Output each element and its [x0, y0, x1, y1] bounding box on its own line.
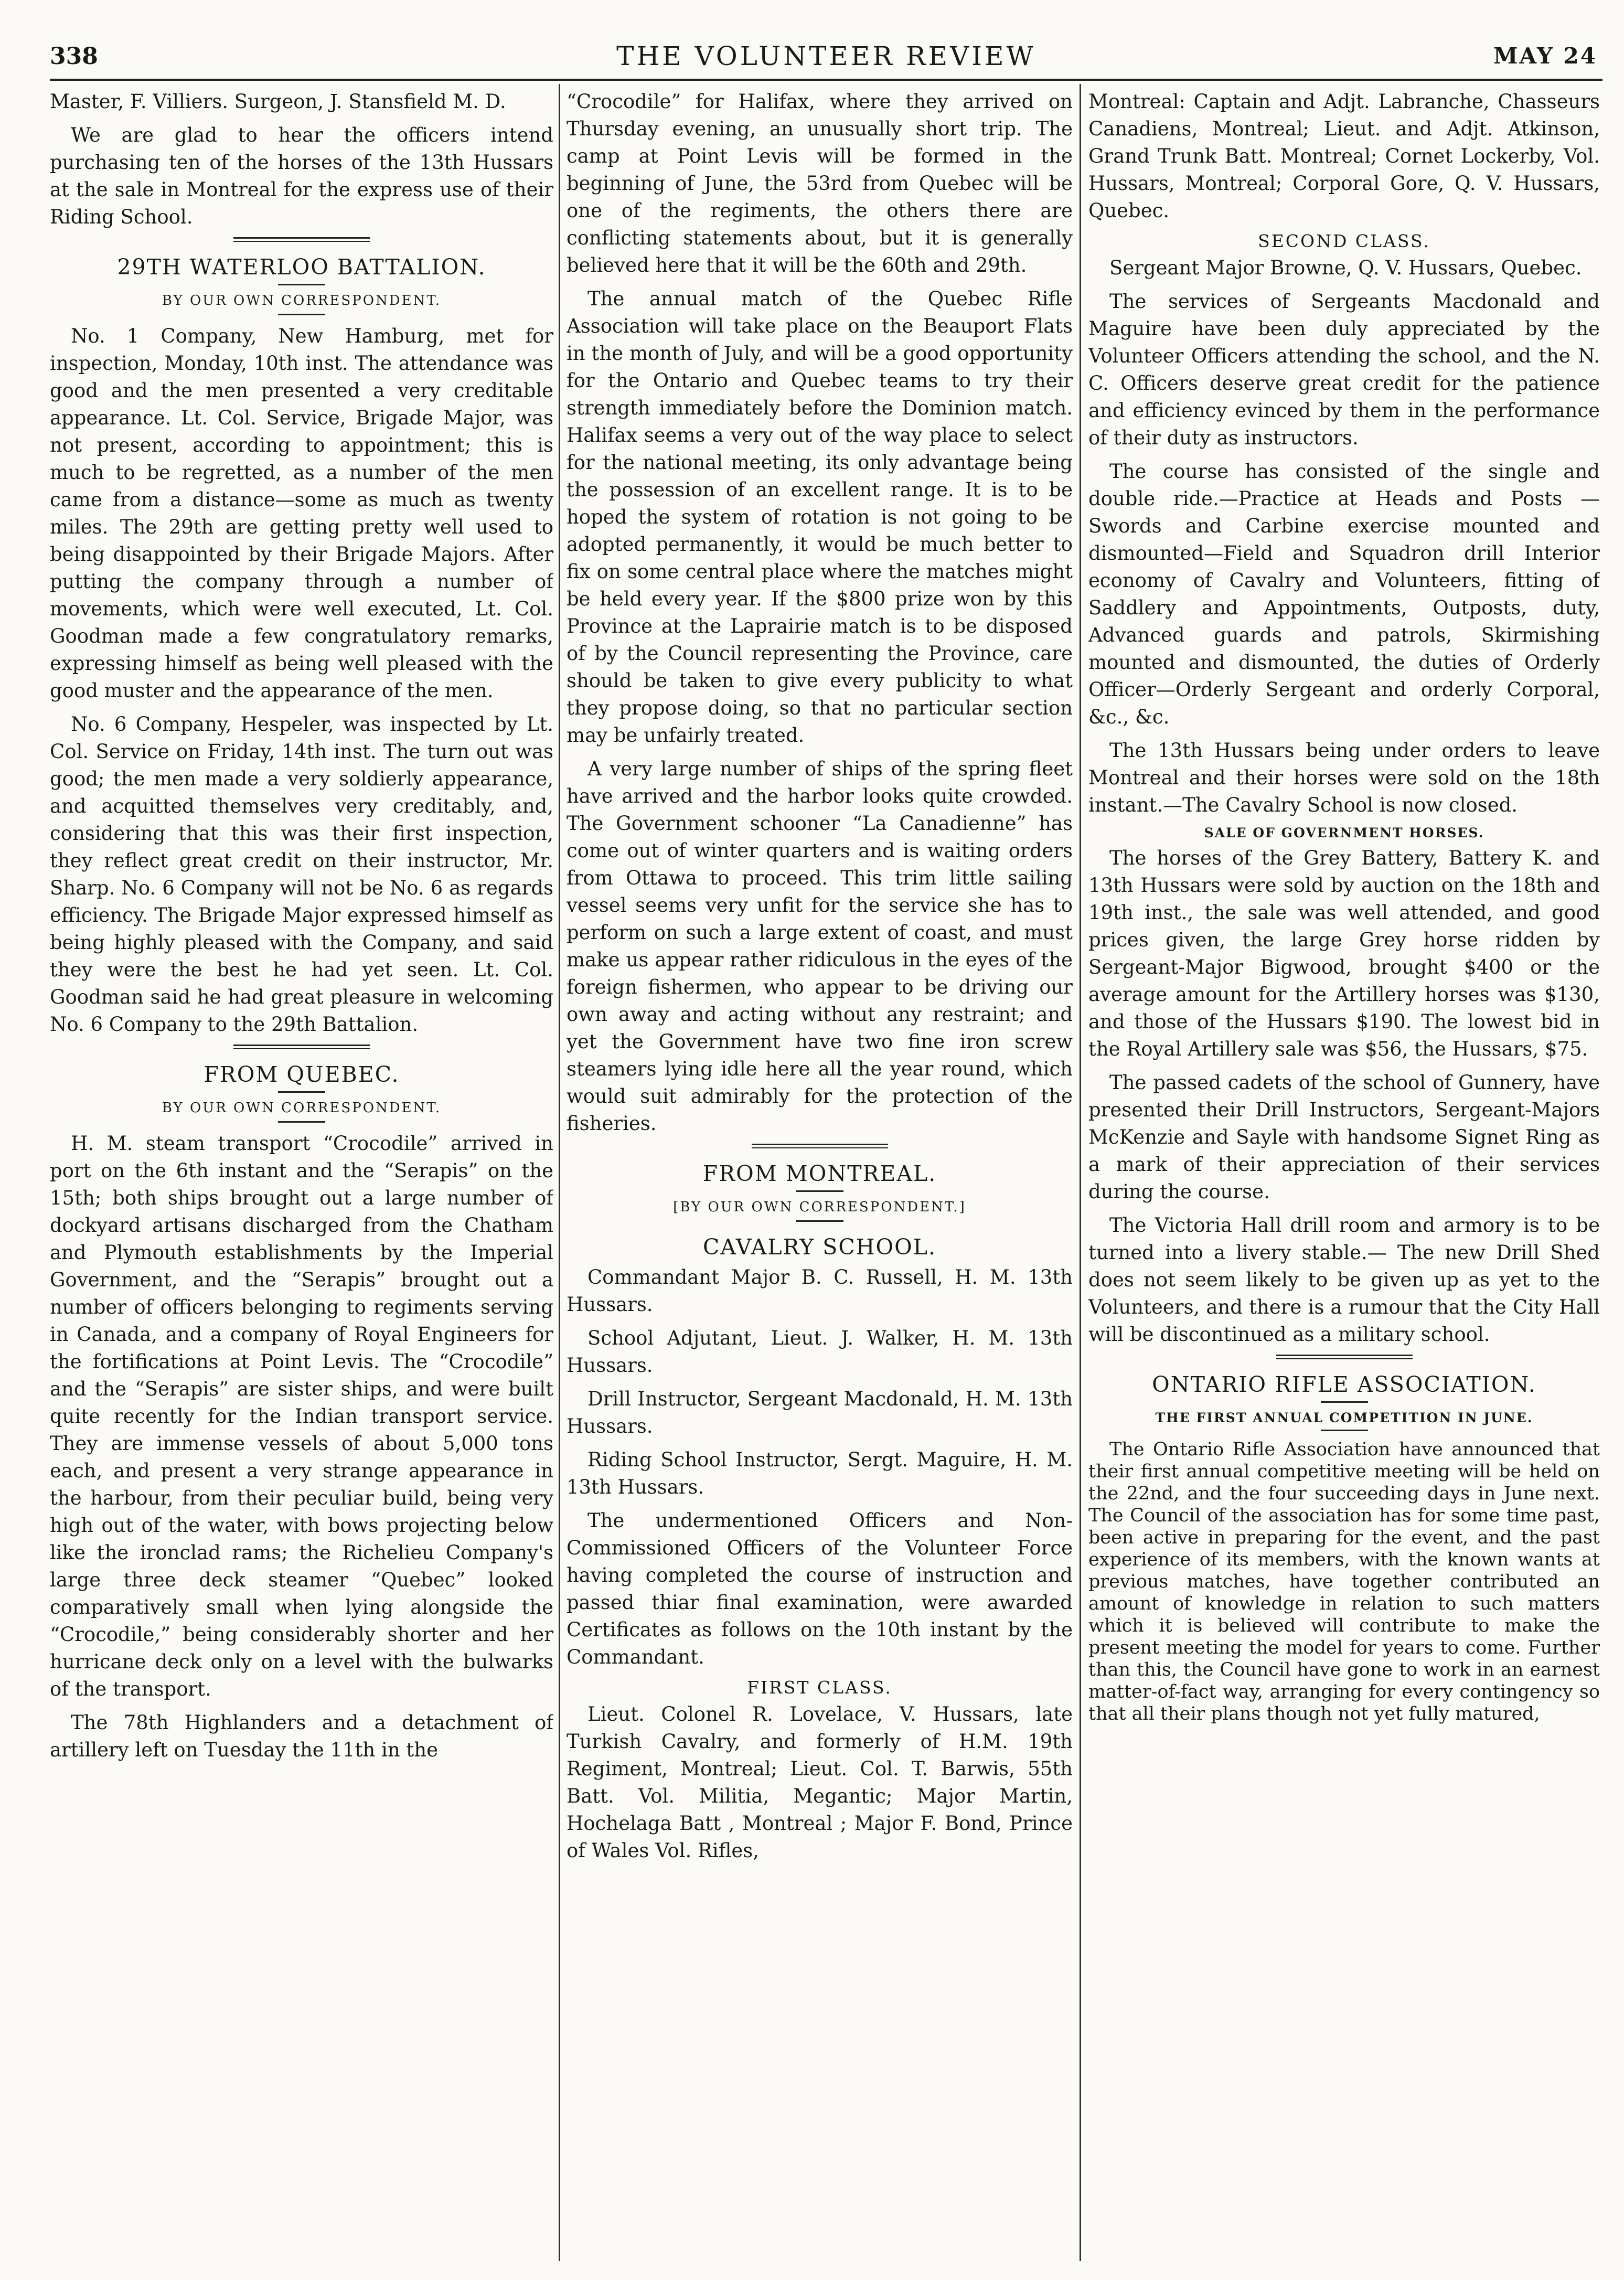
- byline: [BY OUR OWN CORRESPONDENT.]: [673, 1199, 966, 1215]
- first-class-heading: FIRST CLASS.: [747, 1677, 892, 1698]
- column-3: [1088, 88, 1600, 2260]
- paragraph: “Crocodile” for Halifax, where they arrived on Thursday evening, an unusually short trip. The camp at Point Levis will be formed in the beginning of June, the 53rd from Quebec will be one of the regiments, the others there are conflicting statements about, but it is generally believed here that it will be the 60th and 29th.: [567, 90, 1073, 276]
- staff-entry: Drill Instructor, Sergeant Macdonald, H. M. 13th Hussars.: [567, 1388, 1073, 1437]
- section-divider: [233, 1045, 370, 1049]
- subsection-title-cavalry-school: CAVALRY SCHOOL.: [702, 1234, 936, 1260]
- column-1: [50, 88, 553, 2260]
- paragraph: H. M. steam transport “Crocodile” arrived in port on the 6th instant and the “Serapis” on the 15th; both ships brought out a large number of dockyard artisans discharged from the Chatham and Plymouth establishments by the Imperial Government, and the “Serapis” brought out a number of officers belonging to regiments serving in Canada, and a company of Royal Engineers for the fortifications at Point Levis. The “Crocodile” and the “Serapis” are sister ships, and were built quite recently for the Indian transport service. They are immense vessels of about 5,000 tons each, and present a very strange appearance in the harbour, from their peculiar build, being very high out of the water, with bows projecting below like the ironclad rams; the Richelieu Company's large three deck steamer “Quebec” looked comparatively small when lying alongside the “Crocodile,” being considerably shorter and her hurricane deck only on a level with the bulwarks of the transport.: [50, 1132, 553, 1700]
- subheading-rule: [1321, 1430, 1368, 1431]
- paragraph: The services of Sergeants Macdonald and Maguire have been duly appreciated by the Volunteer Officers attending the school, and the N. C. Officers deserve great credit for the patience and efficiency evinced by them in the performance of their duty as instructors.: [1088, 290, 1600, 449]
- section-title-ontario-rifle: ONTARIO RIFLE ASSOCIATION.: [1152, 1372, 1536, 1397]
- subheading: THE FIRST ANNUAL COMPETITION IN JUNE.: [1155, 1410, 1533, 1425]
- newspaper-title: THE VOLUNTEER REVIEW: [616, 41, 1036, 71]
- paragraph: Sergeant Major Browne, Q. V. Hussars, Quebec.: [1109, 257, 1582, 279]
- staff-entry: School Adjutant, Lieut. J. Walker, H. M. 13th Hussars.: [567, 1327, 1073, 1377]
- paragraph: The Ontario Rifle Association have announced that their first annual competitive meeting will be held on the 22nd, and the four succeeding days in June next. The Council of the association has for some time past, been active in preparing for the event, and the past experience of its members, with the known wants at previous matches, have together contributed an amount of knowledge in relation to such matters which it is believed will contribute to make the present meeting the model for years to come. Further than this, the Council have gone to work in an earnest matter-of-fact way, arranging for every contingency so that all their plans though not yet fully matured,: [1088, 1439, 1600, 1724]
- paragraph: Master, F. Villiers. Surgeon, J. Stansfield M. D.: [50, 90, 506, 113]
- title-rule: [1321, 1401, 1368, 1403]
- paragraph: No. 1 Company, New Hamburg, met for inspection, Monday, 10th inst. The attendance was good and the men presented a very creditable appearance. Lt. Col. Service, Brigade Major, was not present, according to appointment; this is much to be regretted, as a number of the men came from a distance—some as much as twenty miles. The 29th are getting pretty well used to being disappointed by their Brigade Majors. After putting the company through a number of movements, which were well executed, Lt. Col. Goodman made a few congratulatory remarks, expressing himself as being well pleased with the good muster and the appearance of the men.: [50, 325, 553, 702]
- paragraph: The course has consisted of the single and double ride.—Practice at Heads and Posts —Swords and Carbine exercise mounted and dismounted—Field and Squadron drill Interior economy of Cavalry and Volunteers, fitting of Saddlery and Appointments, Outposts, duty, Advanced guards and patrols, Skirmishing mounted and dismounted, the duties of Orderly Officer—Orderly Sergeant and orderly Corporal, &c., &c.: [1088, 460, 1600, 728]
- byline: BY OUR OWN CORRESPONDENT.: [162, 293, 442, 308]
- paragraph: The Victoria Hall drill room and armory is to be turned into a livery stable.— The new Drill Shed does not seem likely to be given up as yet to the Volunteers, and there is a rumour that the City Hall will be discontinued as a military school.: [1088, 1214, 1600, 1346]
- section-divider: [233, 237, 370, 242]
- column-divider: [559, 84, 560, 2261]
- section-title-montreal: FROM MONTREAL.: [702, 1161, 937, 1186]
- page-number: 338: [50, 43, 98, 70]
- issue-date: MAY 24: [1493, 43, 1597, 69]
- byline-rule: [278, 1121, 325, 1123]
- page-header: [50, 38, 1602, 80]
- paragraph: A very large number of ships of the spring fleet have arrived and the harbor looks quite crowded. The Government schooner “La Canadienne” has come out of winter quarters and is waiting orders from Ottawa to proceed. This trim little sailing vessel seems very unfit for the service she has to perform on such a large extent of coast, and must make us appear rather ridiculous in the eyes of the foreign fishermen, who appear to be driving our own away and acting without any restraint; and yet the Government have two fine iron screw steamers lying idle here all the year round, which would suit admirably for the protection of the fisheries.: [567, 758, 1073, 1135]
- column-2: [567, 88, 1073, 2260]
- section-title-quebec: FROM QUEBEC.: [204, 1062, 400, 1087]
- title-rule: [278, 284, 325, 285]
- paragraph: Lieut. Colonel R. Lovelace, V. Hussars, late Turkish Cavalry, and formerly of H.M. 19th Regiment, Montreal; Lieut. Col. T. Barwis, 55th Batt. Vol. Militia, Megantic; Major Martin, Hochelaga Batt , Montreal ; Major F. Bond, Prince of Wales Vol. Rifles,: [567, 1703, 1073, 1862]
- staff-entry: Commandant Major B. C. Russell, H. M. 13th Hussars.: [567, 1266, 1073, 1316]
- paragraph: The 78th Highlanders and a detachment of artillery left on Tuesday the 11th in the: [50, 1711, 553, 1761]
- byline-rule: [796, 1220, 843, 1222]
- second-class-heading: SECOND CLASS.: [1258, 231, 1430, 251]
- paragraph: We are glad to hear the officers intend purchasing ten of the horses of the 13th Hussars at the sale in Montreal for the express use of their Riding School.: [50, 124, 553, 228]
- paragraph: The horses of the Grey Battery, Battery K. and 13th Hussars were sold by auction on the 18th and 19th inst., the sale was well attended, and good prices given, the large Grey horse ridden by Sergeant-Major Bigwood, brought $400 or the average amount for the Artillery horses was $130, and those of the Hussars $190. The lowest bid in the Royal Artillery sale was $56, the Hussars, $75.: [1088, 847, 1600, 1060]
- paragraph: Montreal: Captain and Adjt. Labranche, Chasseurs Canadiens, Montreal; Lieut. and Adjt. Atkinson, Grand Trunk Batt. Montreal; Cornet Lockerby, Vol. Hussars, Montreal; Corporal Gore, Q. V. Hussars, Quebec.: [1088, 90, 1600, 222]
- section-divider: [752, 1144, 888, 1148]
- section-title-waterloo: 29TH WATERLOO BATTALION.: [117, 254, 486, 280]
- sale-heading: SALE OF GOVERNMENT HORSES.: [1204, 825, 1484, 840]
- paragraph: The 13th Hussars being under orders to leave Montreal and their horses were sold on the 18th instant.—The Cavalry School is now closed.: [1088, 739, 1600, 816]
- staff-entry: Riding School Instructor, Sergt. Maguire, H. M. 13th Hussars.: [567, 1448, 1073, 1498]
- paragraph: The passed cadets of the school of Gunnery, have presented their Drill Instructors, Sergeant-Majors McKenzie and Sayle with handsome Signet Ring as a mark of their appreciation of their services during the course.: [1088, 1071, 1600, 1203]
- paragraph: The undermentioned Officers and Non-Commissioned Officers of the Volunteer Force having completed the course of instruction and passed thiar final examination, were awarded Certificates as follows on the 10th instant by the Commandant.: [567, 1509, 1073, 1668]
- paragraph: The annual match of the Quebec Rifle Association will take place on the Beauport Flats in the month of July, and will be a good opportunity for the Ontario and Quebec teams to try their strength immediately before the Dominion match. Halifax seems a very out of the way place to select for the national meeting, its only advantage being the possession of an excellent range. It is to be hoped the system of rotation is not going to be adopted permanently, it would be much better to fix on some central place where the matches might be held every year. If the $800 prize won by this Province at the Laprairie match is to be disposed of by the Council representing the Province, care should be taken to give every publicity to what they propose doing, so that no particular section may be unfairly treated.: [567, 287, 1073, 747]
- byline: BY OUR OWN CORRESPONDENT.: [162, 1100, 442, 1116]
- column-divider: [1080, 84, 1081, 2261]
- byline-rule: [278, 314, 325, 315]
- title-rule: [278, 1091, 325, 1093]
- header-rule: [50, 79, 1602, 81]
- section-divider: [1276, 1355, 1413, 1359]
- title-rule: [796, 1190, 843, 1192]
- paragraph: No. 6 Company, Hespeler, was inspected by Lt. Col. Service on Friday, 14th inst. The turn out was good; the men made a very soldierly appearance, and acquitted themselves very creditably, and, considering that this was their first inspection, they reflect great credit on their instructor, Mr. Sharp. No. 6 Company will not be No. 6 as regards efficiency. The Brigade Major expressed himself as being highly pleased with the Company, and said they were the best he had yet seen. Lt. Col. Goodman said he had great pleasure in welcoming No. 6 Company to the 29th Battalion.: [50, 713, 553, 1036]
